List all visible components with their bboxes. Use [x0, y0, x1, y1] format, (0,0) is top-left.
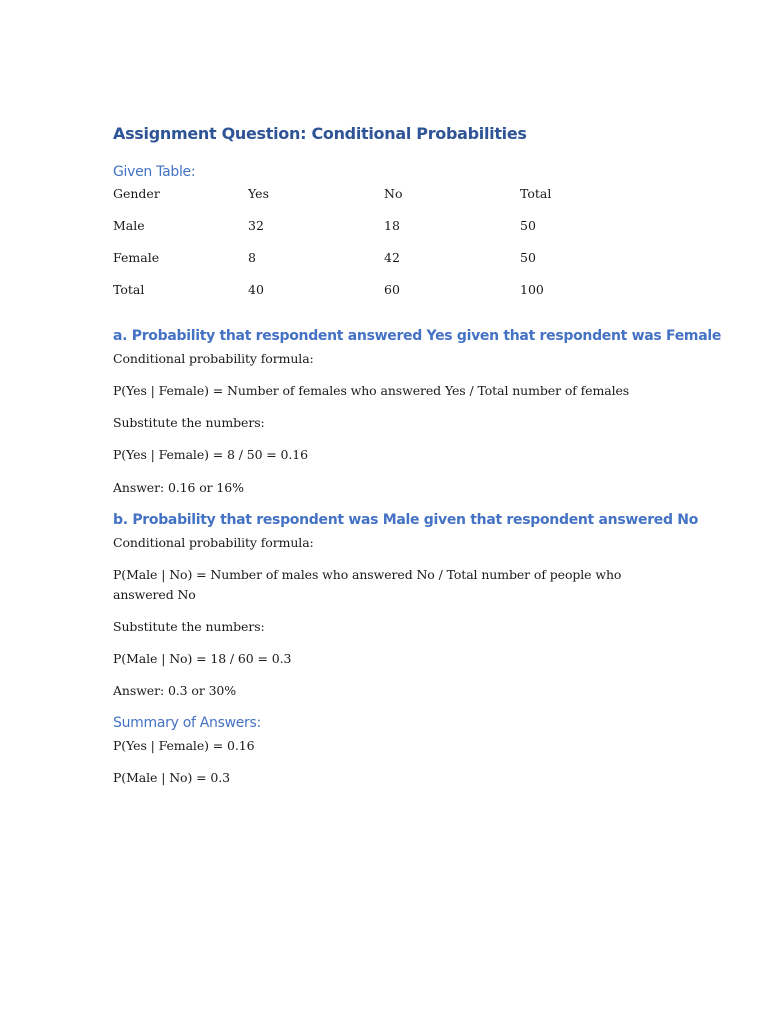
table-cell: Female [113, 250, 160, 265]
section-b-heading: b. Probability that respondent was Male given that respondent answered No [113, 512, 699, 528]
section-a-formula-label: Conditional probability formula: [113, 351, 314, 366]
section-b-substitution: P(Male | No) = 18 / 60 = 0.3 [113, 651, 292, 666]
table-cell: 100 [520, 282, 544, 297]
table-header-yes: Yes [248, 186, 269, 201]
section-a-formula: P(Yes | Female) = Number of females who answered Yes / Total number of females [113, 383, 630, 398]
table-cell: Total [113, 282, 145, 297]
table-header-gender: Gender [113, 186, 160, 201]
table-cell: 18 [384, 218, 400, 233]
section-a-substitution: P(Yes | Female) = 8 / 50 = 0.16 [113, 447, 308, 462]
section-b-substitute-label: Substitute the numbers: [113, 619, 265, 634]
section-b-formula: P(Male | No) = Number of males who answered No / Total number of people who answered No [113, 567, 622, 602]
section-a-heading: a. Probability that respondent answered Yes given that respondent was Female [113, 328, 722, 344]
section-b-answer: Answer: 0.3 or 30% [113, 683, 237, 698]
table-cell: 50 [520, 250, 536, 265]
given-table-heading: Given Table: [113, 164, 196, 180]
page-title: Assignment Question: Conditional Probabilities [113, 124, 527, 143]
summary-line-1: P(Yes | Female) = 0.16 [113, 738, 255, 753]
table-cell: 60 [384, 282, 400, 297]
section-a-answer: Answer: 0.16 or 16% [113, 480, 244, 495]
table-cell: 50 [520, 218, 536, 233]
section-a-substitute-label: Substitute the numbers: [113, 415, 265, 430]
table-header-total: Total [520, 186, 552, 201]
table-header-no: No [384, 186, 403, 201]
table-cell: 42 [384, 250, 400, 265]
table-cell: Male [113, 218, 145, 233]
table-cell: 32 [248, 218, 264, 233]
summary-line-2: P(Male | No) = 0.3 [113, 770, 230, 785]
table-cell: 40 [248, 282, 264, 297]
table-cell: 8 [248, 250, 256, 265]
section-b-formula-label: Conditional probability formula: [113, 535, 314, 550]
summary-heading: Summary of Answers: [113, 715, 261, 731]
